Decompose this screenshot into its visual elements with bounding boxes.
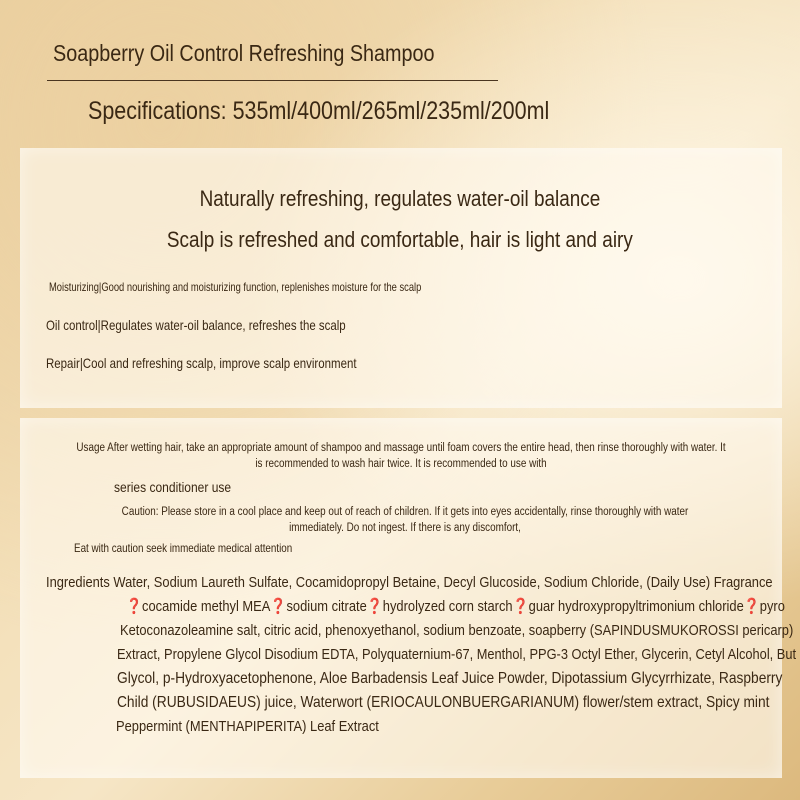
feature-oil-control: Oil control|Regulates water-oil balance, refreshes the scalp [46,317,346,333]
caution-continuation: Eat with caution seek immediate medical attention [74,541,293,555]
caution-text: Caution: Please store in a cool place and keep out of reach of children. If it gets into eyes accidentally, rinse thoroughly with water immediately. Do not ingest. If there is any discomfort, [121,506,689,534]
ingredients-line: Peppermint (MENTHAPIPERITA) Leaf Extract [116,718,379,735]
ingredients-line: ❓cocamide methyl MEA❓sodium citrate❓hydrolyzed corn starch❓guar hydroxypropyltrimonium chloride❓pyro [126,598,785,615]
ingredients-line: Child (RUBUSIDAEUS) juice, Waterwort (ERIOCAULONBUERGARIANUM) flower/stem extract, Spicy mint [117,694,770,711]
ingredients-line: Extract, Propylene Glycol Disodium EDTA, Polyquaternium-67, Menthol, PPG-3 Octyl Ether, Glycerin, Cetyl Alcohol, But [117,646,797,663]
product-title: Soapberry Oil Control Refreshing Shampoo [53,40,435,66]
feature-moisturizing: Moisturizing|Good nourishing and moisturizing function, replenishes moisture for the scalp [49,280,422,294]
headline-secondary: Scalp is refreshed and comfortable, hair is light and airy [167,227,633,252]
specifications: Specifications: 535ml/400ml/265ml/235ml/200ml [88,97,550,125]
ingredients-line: Ketoconazoleamine salt, citric acid, phenoxyethanol, sodium benzoate, soapberry (SAPINDUSMUKOROSSI pericarp) [120,622,794,639]
feature-repair: Repair|Cool and refreshing scalp, improve scalp environment [46,355,357,371]
usage-text: Usage After wetting hair, take an appropriate amount of shampoo and massage until foam covers the entire head, then rinse thoroughly with water. It is recommended to wash hair twice. It is recommended to use with [76,442,726,470]
title-underline [47,80,498,81]
ingredients-line: Ingredients Water, Sodium Laureth Sulfate, Cocamidopropyl Betaine, Decyl Glucoside, Sodium Chloride, (Daily Use) Fragrance [46,574,773,591]
headline-primary: Naturally refreshing, regulates water-oil balance [199,186,601,211]
usage-continuation: series conditioner use [114,479,232,495]
ingredients-line: Glycol, p-Hydroxyacetophenone, Aloe Barbadensis Leaf Juice Powder, Dipotassium Glycyrrhizate, Raspberry [117,670,783,687]
